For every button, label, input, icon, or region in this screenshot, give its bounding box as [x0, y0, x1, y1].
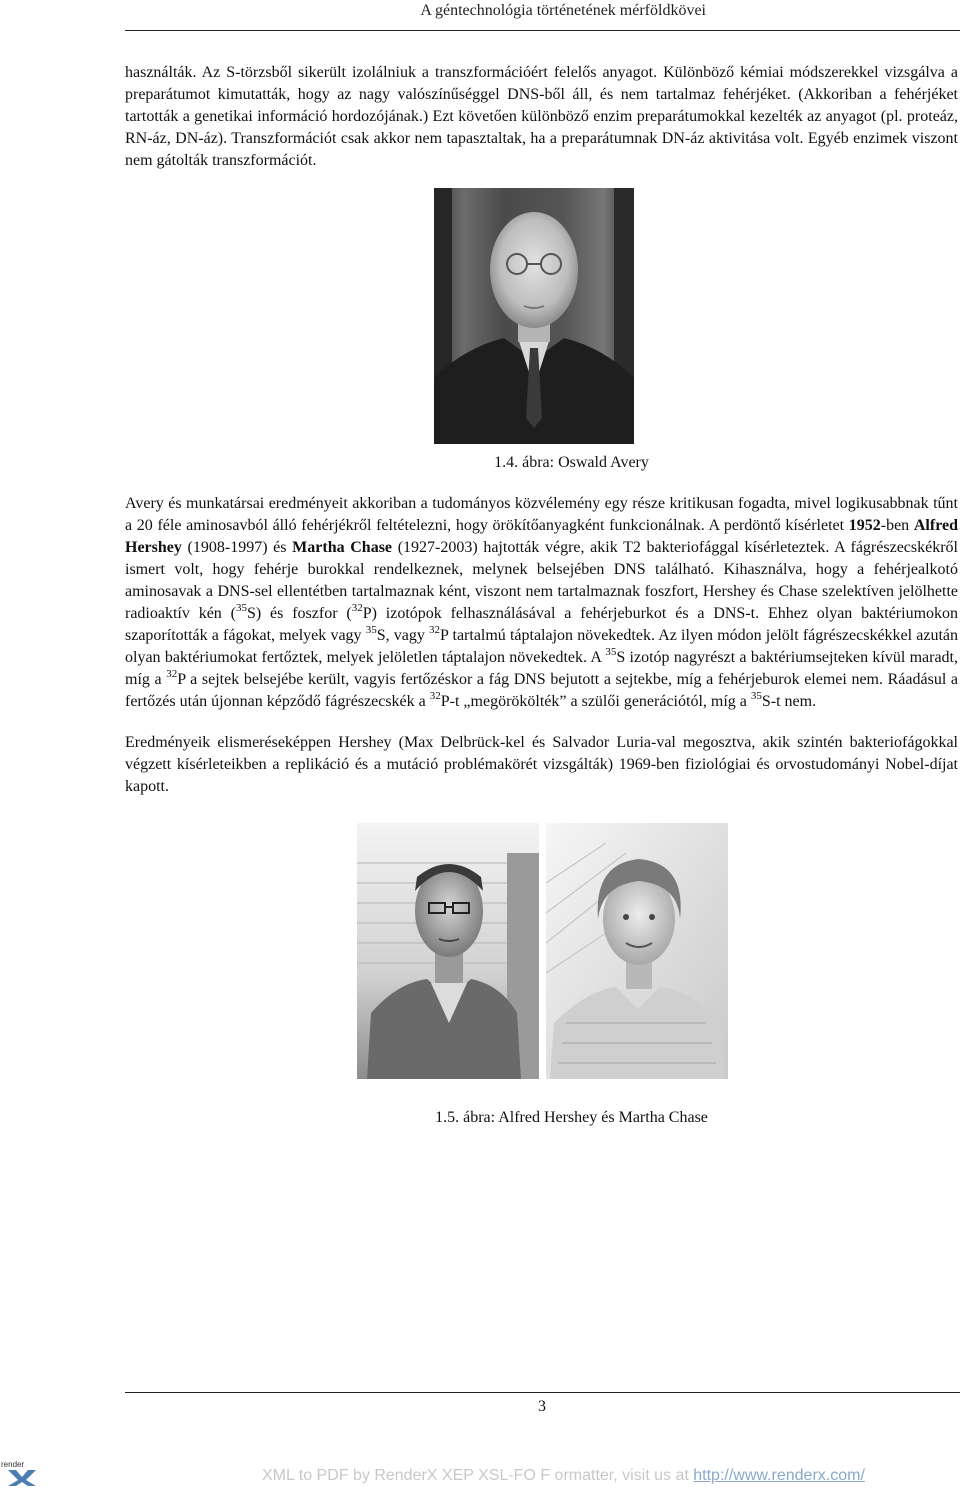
isotope-superscript: 35 [235, 602, 247, 614]
isotope-superscript: 35 [750, 690, 762, 702]
isotope-superscript: 35 [605, 646, 617, 658]
paragraph-transformation: használták. Az S-törzsből sikerült izolálniuk a transzformációért felelős anyagot. Különböző kémiai módszerekkel vizsgálva a preparátumot kimutatták, hogy az nagy valószínűséggel DNS-ből áll, és nem tartalmaz fehérjéket. (Akkoriban a fehérjéket tartották a genetikai információ hordozójának.) Ezt követően különböző enzim preparátumokkal kezelték az anyagot (pl. proteáz, RN-áz, DN-áz). Transzformációt csak akkor nem tapasztaltak, ha a preparátumnak DN-áz aktivitása volt. Egyéb enzimek viszont nem gátolták transzformációt. [125, 64, 958, 169]
text-run: P) izotópok felhasználásával a fehérjeburkot és a DNS-t. Ehhez olyan baktériumokon szaporították a fágokat, melyek vagy [125, 605, 959, 644]
highlight-year: 1952 [848, 517, 881, 534]
figure-caption-hershey-chase: 1.5. ábra: Alfred Hershey és Martha Chase [435, 1109, 708, 1126]
text-run: P-t „megörökölték” a szülői generációtól, míg a [440, 693, 751, 710]
document-body [125, 62, 958, 1143]
text-run: (1908-1997) és [181, 539, 293, 556]
text-run: P a sejtek belsejébe került, vagyis fertőzéskor a fág DNS bejutott a sejtekbe, míg a fehérjeburok elemei nem. Ráadásul a fertőzés után újonnan képződő fágrészecskék a [125, 671, 958, 710]
footer-rule [125, 1392, 960, 1393]
chase-photo [546, 823, 728, 1079]
text-run: S izotóp nagyrészt a baktériumsejteken kívül maradt, míg a [125, 649, 959, 688]
text-run: S) és foszfor ( [246, 605, 352, 622]
renderx-link[interactable]: http://www.renderx.com/ [693, 1467, 865, 1484]
highlight-name-chase: Martha Chase [292, 539, 393, 556]
text-run: -ben [880, 517, 914, 534]
paragraph-nobel: Eredményeik elismeréseképpen Hershey (Max Delbrück-kel és Salvador Luria-val megosztva, akik szintén bakteriofágokkal végzett kísérleteikben a replikáció és a mutáció problémakörét vizsgálták) 1969-ben fiziológiai és orvostudományi Nobel-díjat kapott. [125, 734, 958, 795]
hershey-photo [357, 823, 539, 1079]
isotope-superscript: 32 [166, 668, 178, 680]
header-title: A géntechnológia történetének mérföldkövei [420, 2, 706, 19]
figure-caption-avery: 1.4. ábra: Oswald Avery [494, 454, 649, 471]
logo-text: render [1, 1460, 25, 1469]
page-number: 3 [538, 1398, 546, 1415]
text-run: S-t nem. [761, 693, 817, 710]
text-run: P tartalmú táptalajon növekedtek. Az ilyen módon jelölt fágrészecskékkel azután olyan baktériumokat fertőztek, melyek jelöletlen táptalajon növekedtek. A [125, 627, 959, 666]
figure-avery [125, 188, 958, 474]
text-run: Avery és munkatársai eredményeit akkoriban a tudományos közvélemény egy része kritikusan fogadta, mivel logikusabbnak tűnt a 20 féle aminosavból álló fehérjékről feltételezni, hogy örökítőanyagként funkcionálnak. A perdöntő kísérletet [125, 495, 958, 534]
figure-hershey-chase [125, 823, 958, 1143]
avery-photo [434, 188, 634, 444]
text-run: S, vagy [376, 627, 430, 644]
isotope-superscript: 32 [429, 624, 441, 636]
highlight-name-hershey: Alfred Hershey [125, 517, 959, 556]
paragraph-hershey-chase-experiment [125, 493, 958, 713]
watermark-text: XML to PDF by RenderX XEP XSL-FO F ormatter, visit us at [262, 1467, 694, 1484]
isotope-superscript: 32 [429, 690, 441, 702]
running-header [125, 0, 960, 31]
isotope-superscript: 32 [351, 602, 363, 614]
renderx-watermark [262, 1467, 865, 1485]
text-run: (1927-2003) hajtották végre, akik T2 bakteriofággal kísérleteztek. A fágrészecskékről ismert volt, hogy fehérje burokkal rendelkeznek, melynek belsejében DNS található. Kihasználva, hogy a fehérjealkotó aminosavak a DNS-sel ellentétben tartalmaznak ként, viszont nem tartalmaznak foszfort, Hershey és Chase szelektíven jelölhette radioaktív kén ( [125, 539, 958, 622]
isotope-superscript: 35 [365, 624, 377, 636]
renderx-logo [0, 1458, 40, 1486]
